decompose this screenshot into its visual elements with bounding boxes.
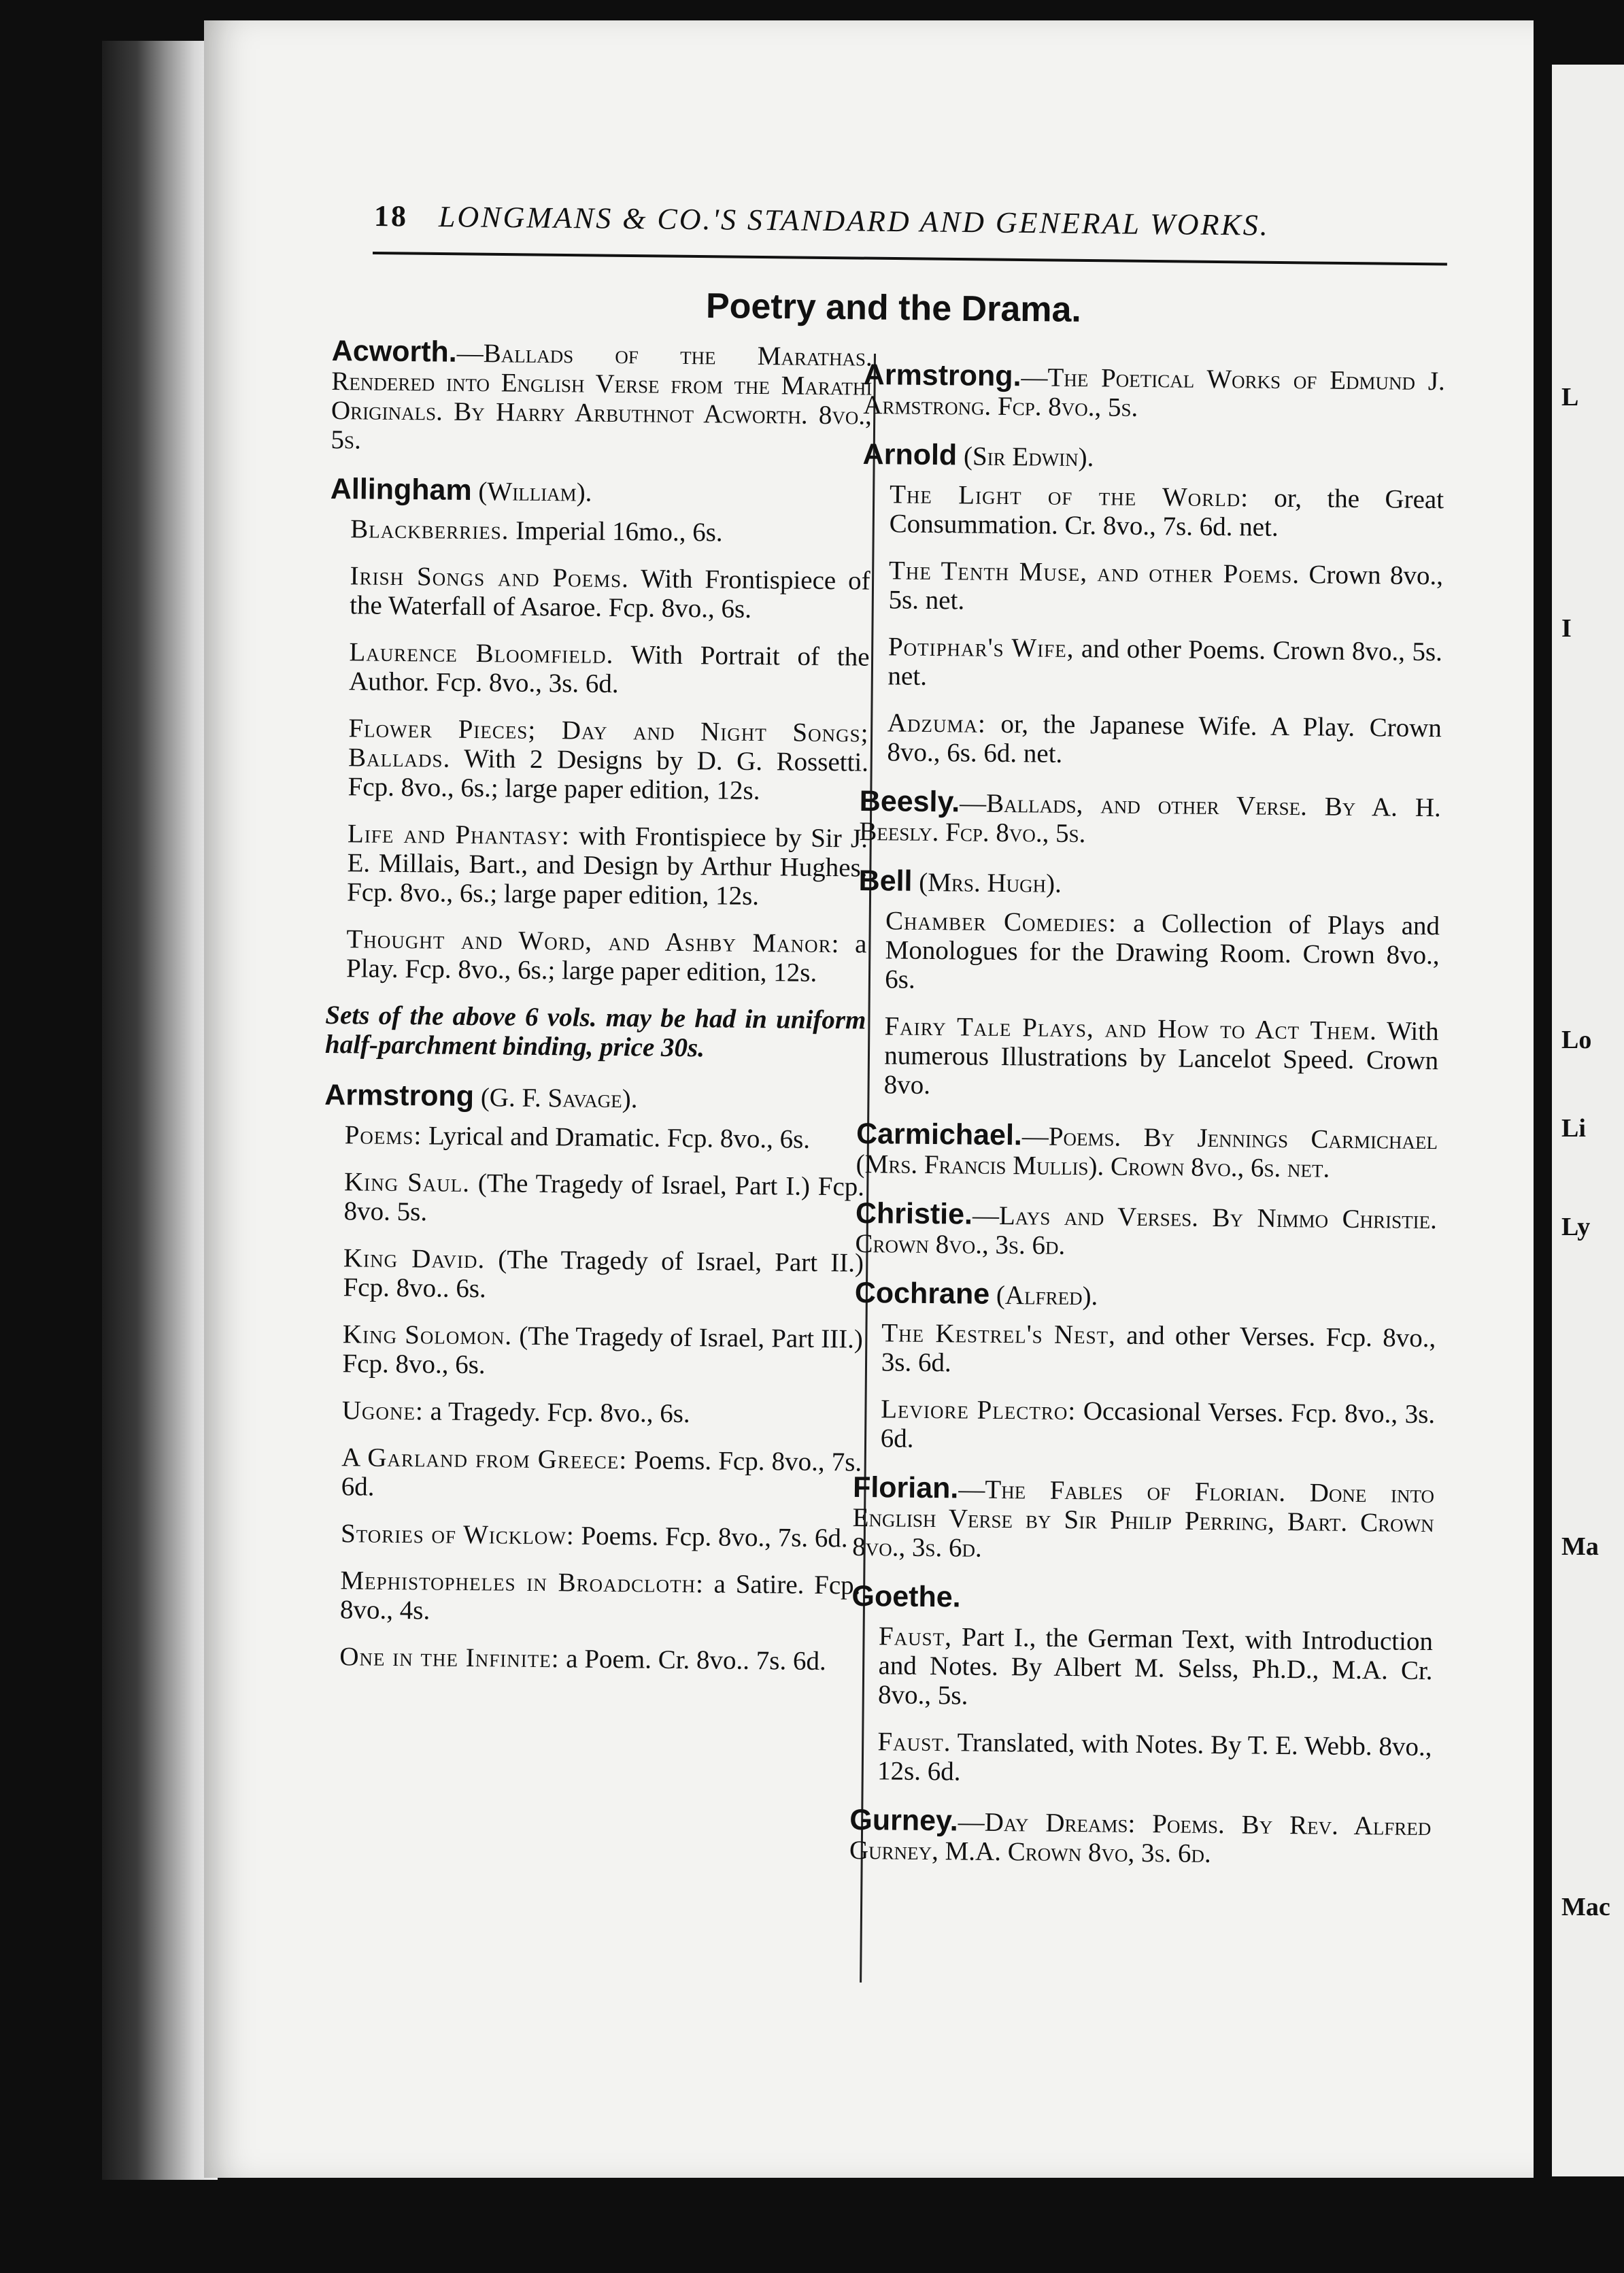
work-title: A Garland from Greece:	[341, 1443, 628, 1475]
work-title: One in the Infinite:	[339, 1642, 560, 1674]
entry-heading	[330, 472, 871, 510]
author-name: Acworth.	[331, 335, 457, 369]
author-name: Carmichael.	[856, 1117, 1023, 1152]
work-title: Flower Pieces; Day and Night Songs; Ballads.	[348, 713, 869, 773]
facing-page-fragment: Ly	[1561, 1213, 1591, 1241]
work-item	[881, 1394, 1436, 1458]
work-details: a Play. Fcp. 8vo., 6s.; large paper edition, 12s.	[345, 929, 867, 988]
facing-page-edge	[1552, 65, 1624, 2176]
work-item	[342, 1319, 863, 1383]
catalogue-entry	[331, 337, 873, 460]
work-item	[348, 713, 868, 806]
entry-heading	[863, 360, 1445, 425]
author-note: (William).	[471, 476, 592, 507]
work-item	[343, 1167, 864, 1230]
entry-heading	[856, 1119, 1438, 1184]
work-title: Adzuma:	[887, 708, 987, 739]
author-name: Beesly.	[859, 784, 960, 819]
work-title: King David.	[343, 1243, 486, 1275]
work-item	[346, 924, 867, 988]
right-column	[849, 360, 1444, 1891]
work-title: Chamber Comedies:	[885, 906, 1117, 938]
work-details: a Tragedy. Fcp. 8vo., 6s.	[423, 1396, 690, 1429]
work-item	[347, 819, 868, 911]
catalogue-entry	[324, 472, 871, 1064]
entry-text: —Ballads of the Marathas. Rendered into English Verse from the Marathi Originals. By Harry Arbuthnot Acworth. 8vo., 5s.	[331, 338, 873, 455]
facing-page-fragment: I	[1561, 614, 1572, 643]
work-item	[888, 556, 1443, 620]
author-name: Cochrane	[854, 1276, 990, 1311]
catalogue-entry	[859, 784, 1441, 852]
work-title: The Kestrel's Nest,	[881, 1318, 1117, 1350]
running-head-title: LONGMANS & CO.'S STANDARD AND GENERAL WORKS.	[438, 199, 1270, 242]
entry-heading	[859, 784, 1441, 852]
work-item	[350, 514, 870, 548]
entry-text: —Ballads, and other Verse. By A. H. Beesly. Fcp. 8vo., 5s.	[859, 788, 1441, 849]
work-item	[881, 1318, 1436, 1382]
work-item	[887, 632, 1442, 696]
facing-page-fragment: Lo	[1561, 1026, 1592, 1054]
entry-text: —Poems. By Jennings Carmichael (Mrs. Francis Mullis). Crown 8vo., 6s. net.	[856, 1122, 1438, 1183]
entry-heading	[331, 337, 873, 460]
facing-page-fragment: Mac	[1561, 1893, 1610, 1921]
work-item	[339, 1642, 860, 1676]
work-title: Blackberries.	[350, 514, 509, 545]
book-binding-edge	[102, 41, 218, 2180]
catalogue-entry	[852, 1470, 1435, 1567]
work-item	[341, 1443, 862, 1506]
work-title: The Tenth Muse, and other Poems.	[888, 556, 1300, 590]
work-item	[884, 1011, 1439, 1105]
work-title: Life and Phantasy:	[347, 819, 571, 851]
work-details: Crown 8vo., 5s. net.	[888, 560, 1444, 616]
work-details: Poems. Fcp. 8vo., 7s. 6d.	[574, 1521, 848, 1553]
work-title: Irish Songs and Poems.	[350, 561, 630, 594]
entry-text: —Lays and Verses. By Nimmo Christie. Crown 8vo., 3s. 6d.	[855, 1200, 1438, 1260]
work-details: (The Tragedy of Israel, Part I.) Fcp. 8vo. 5s.	[343, 1168, 865, 1227]
work-details: Imperial 16mo., 6s.	[509, 516, 723, 548]
work-item	[341, 1519, 861, 1553]
author-note: (Mrs. Hugh).	[912, 867, 1062, 898]
entry-heading	[324, 1078, 865, 1116]
work-details: (The Tragedy of Israel, Part II.) Fcp. 8vo.. 6s.	[343, 1245, 864, 1304]
work-details: with Frontispiece by Sir J. E. Millais, Bart., and Design by Arthur Hughes. Fcp. 8vo., 6s.; large paper edition, 12s.	[346, 821, 868, 911]
entry-text: —The Poetical Works of Edmund J. Armstrong. Fcp. 8vo., 5s.	[863, 363, 1445, 422]
work-item	[878, 1621, 1433, 1715]
entry-heading	[855, 1196, 1438, 1264]
work-details: a Poem. Cr. 8vo.. 7s. 6d.	[559, 1644, 826, 1677]
entry-heading	[849, 1803, 1432, 1870]
work-item	[349, 637, 870, 701]
work-details: or, the Great Consummation. Cr. 8vo., 7s. 6d. net.	[889, 483, 1444, 542]
work-title: The Light of the World:	[889, 479, 1249, 513]
entry-text: —Day Dreams: Poems. By Rev. Alfred Gurney, M.A. Crown 8vo, 3s. 6d.	[849, 1807, 1432, 1869]
work-title: Stories of Wicklow:	[340, 1519, 575, 1551]
work-details: Part I., the German Text, with Introduction and Notes. By Albert M. Selss, Ph.D., M.A. Cr. 8vo., 5s.	[877, 1622, 1434, 1711]
entry-heading	[858, 866, 1440, 902]
catalogue-entry	[849, 1803, 1432, 1870]
work-details: With 2 Designs by D. G. Rossetti. Fcp. 8vo., 6s.; large paper edition, 12s.	[348, 743, 869, 806]
catalogue-entry	[857, 866, 1440, 1105]
work-item	[345, 1120, 865, 1154]
author-name: Gurney.	[849, 1803, 958, 1838]
work-item	[342, 1396, 862, 1430]
work-item	[885, 906, 1440, 999]
work-item	[877, 1727, 1432, 1791]
work-title: King Saul.	[343, 1167, 471, 1198]
author-name: Armstrong	[324, 1078, 475, 1113]
work-item	[350, 561, 870, 624]
work-title: King Solomon.	[342, 1319, 513, 1351]
work-title: Laurence Bloomfield.	[349, 637, 614, 669]
work-details: Translated, with Notes. By T. E. Webb. 8vo., 12s. 6d.	[877, 1728, 1432, 1787]
work-title: Mephistopheles in Broadcloth:	[340, 1566, 705, 1599]
work-title: Ugone:	[341, 1396, 424, 1426]
author-name: Bell	[858, 864, 913, 898]
work-details: With Portrait of the Author. Fcp. 8vo., 3s. 6d.	[348, 640, 870, 699]
author-name: Armstrong.	[863, 358, 1021, 393]
author-note: (G. F. Savage).	[473, 1083, 638, 1114]
work-title: Thought and Word, and Ashby Manor:	[346, 924, 840, 959]
work-item	[340, 1566, 861, 1629]
author-name: Goethe.	[851, 1579, 961, 1614]
catalogue-entry	[319, 1078, 865, 1677]
catalogue-entry	[860, 437, 1444, 772]
work-details: With Frontispiece of the Waterfall of Asaroe. Fcp. 8vo., 6s.	[350, 564, 870, 624]
author-note: (Sir Edwin).	[956, 441, 1094, 473]
work-details: Poems. Fcp. 8vo., 7s. 6d.	[341, 1445, 862, 1502]
work-details: (The Tragedy of Israel, Part III.) Fcp. 8vo., 6s.	[342, 1321, 864, 1380]
work-details: or, the Japanese Wife. A Play. Crown 8vo., 6s. 6d. net.	[887, 709, 1442, 769]
work-title: Leviore Plectro:	[880, 1394, 1077, 1426]
work-title: Faust,	[878, 1621, 953, 1652]
entry-heading	[852, 1470, 1435, 1567]
author-name: Arnold	[862, 437, 958, 472]
work-details: a Satire. Fcp. 8vo., 4s.	[339, 1569, 861, 1626]
author-name: Christie.	[855, 1196, 973, 1231]
catalogue-entry	[856, 1119, 1438, 1184]
left-column	[319, 337, 873, 1697]
work-title: Poems:	[344, 1120, 422, 1151]
catalogue-entry	[850, 1579, 1434, 1791]
work-title: Faust.	[877, 1727, 951, 1757]
work-item	[887, 708, 1442, 772]
catalogue-entry	[863, 360, 1445, 425]
work-item	[343, 1243, 864, 1307]
facing-page-fragment: Ma	[1561, 1532, 1599, 1561]
work-details: Lyrical and Dramatic. Fcp. 8vo., 6s.	[422, 1121, 811, 1154]
section-title: Poetry and the Drama.	[705, 286, 1082, 330]
author-name: Allingham	[330, 472, 472, 507]
entry-heading	[854, 1276, 1436, 1314]
facing-page-fragment: L	[1561, 383, 1579, 411]
entry-heading	[851, 1579, 1433, 1617]
catalogue-entry	[855, 1196, 1438, 1264]
work-details: and other Poems. Crown 8vo., 5s. net.	[887, 633, 1443, 691]
work-details: and other Verses. Fcp. 8vo., 3s. 6d.	[881, 1320, 1436, 1378]
work-title: Fairy Tale Plays, and How to Act Them.	[884, 1011, 1378, 1046]
catalogue-entry	[853, 1276, 1436, 1458]
work-details: With numerous Illustrations by Lancelot Speed. Crown 8vo.	[883, 1016, 1439, 1100]
entry-text: —The Fables of Florian. Done into English Verse by Sir Philip Perring, Bart. Crown 8vo., 3s. 6d.	[852, 1475, 1435, 1563]
work-item	[889, 479, 1444, 543]
work-details: Occasional Verses. Fcp. 8vo., 3s. 6d.	[880, 1396, 1436, 1453]
facing-page-fragment: Li	[1561, 1114, 1586, 1143]
entry-heading	[862, 437, 1444, 475]
page-number: 18	[373, 199, 409, 233]
sets-note: Sets of the above 6 vols. may be had in uniform half-parchment binding, price 30s.	[324, 1000, 866, 1063]
work-details: a Collection of Plays and Monologues for the Drawing Room. Crown 8vo., 6s.	[885, 908, 1440, 994]
author-note: (Alfred).	[989, 1280, 1098, 1311]
author-name: Florian.	[852, 1470, 959, 1505]
work-title: Potiphar's Wife,	[887, 632, 1075, 663]
